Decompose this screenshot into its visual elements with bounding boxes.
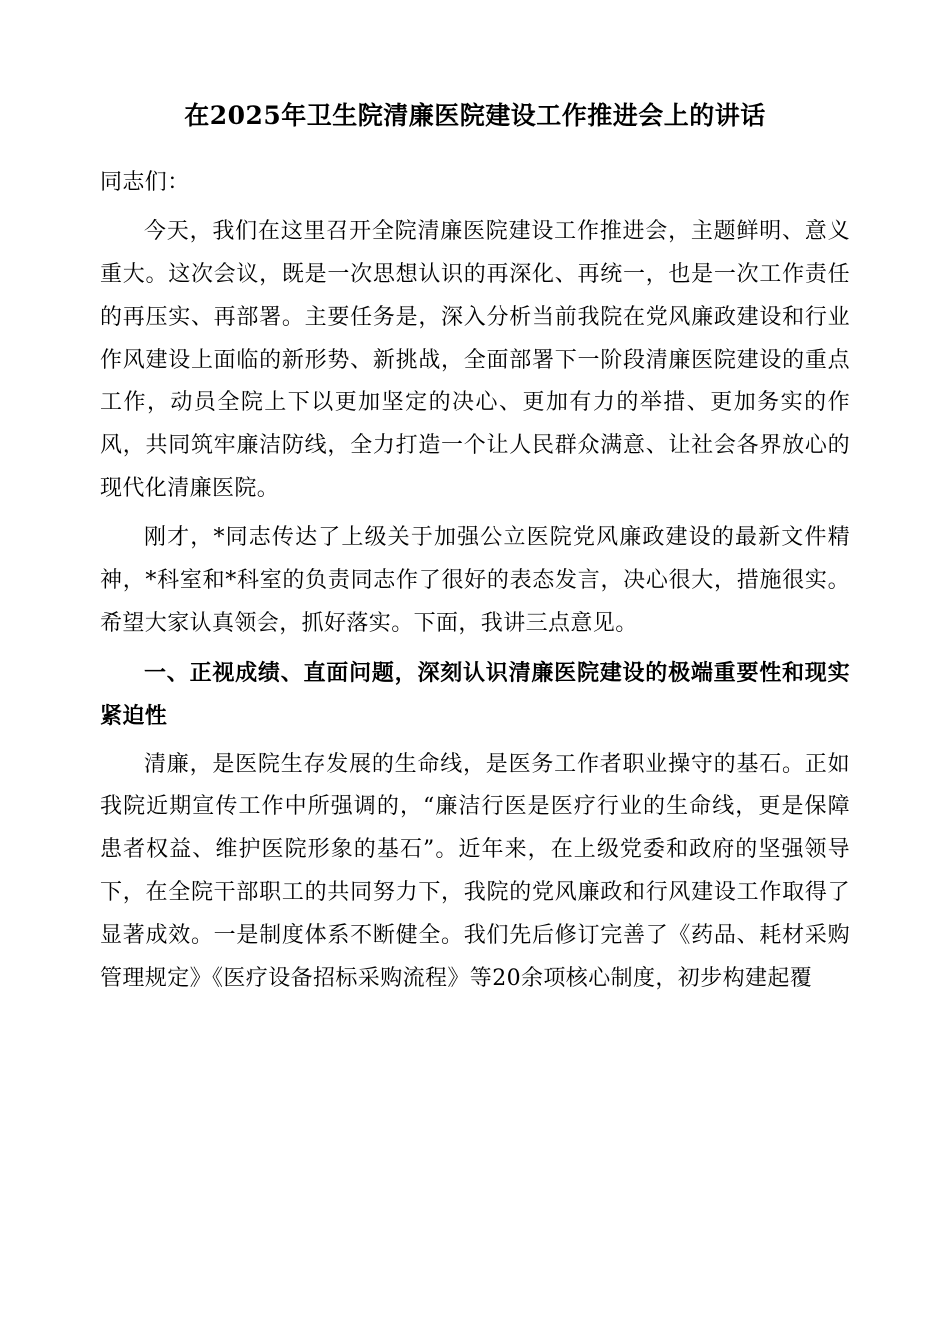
paragraph-1: 今天，我们在这里召开全院清廉医院建设工作推进会，主题鲜明、意义重大。这次会议，既是一次思想认识的再深化、再统一，也是一次工作责任的再压实、再部署。主要任务是，深入分析当前我院在党风廉政建设和行业作风建设上面临的新形势、新挑战，全面部署下一阶段清廉医院建设的重点工作，动员全院上下以更加坚定的决心、更加有力的举措、更加务实的作风，共同筑牢廉洁防线，全力打造一个让人民群众满意、让社会各界放心的现代化清廉医院。 bbox=[100, 218, 850, 502]
paragraph-3: 清廉，是医院生存发展的生命线，是医务工作者职业操守的基石。正如我院近期宣传工作中所强调的，“廉洁行医是医疗行业的生命线，更是保障患者权益、维护医院形象的基石”。近年来，在上级党委和政府的坚强领导下，在全院干部职工的共同努力下，我院的党风廉政和行风建设工作取得了显著成效。一是制度体系不断健全。我们先后修订完善了《药品、耗材采购管理规定》《医疗设备招标采购流程》等20余项核心制度，初步构建起覆 bbox=[100, 751, 850, 992]
salutation: 同志们： bbox=[100, 170, 190, 195]
paragraph-2: 刚才，*同志传达了上级关于加强公立医院党风廉政建设的最新文件精神，*科室和*科室的负责同志作了很好的表态发言，决心很大，措施很实。希望大家认真领会，抓好落实。下面，我讲三点意见。 bbox=[100, 525, 850, 636]
section-heading-1: 一、正视成绩、直面问题，深刻认识清廉医院建设的极端重要性和现实紧迫性 bbox=[100, 659, 850, 729]
page-title: 在2025年卫生院清廉医院建设工作推进会上的讲话 bbox=[184, 101, 766, 130]
